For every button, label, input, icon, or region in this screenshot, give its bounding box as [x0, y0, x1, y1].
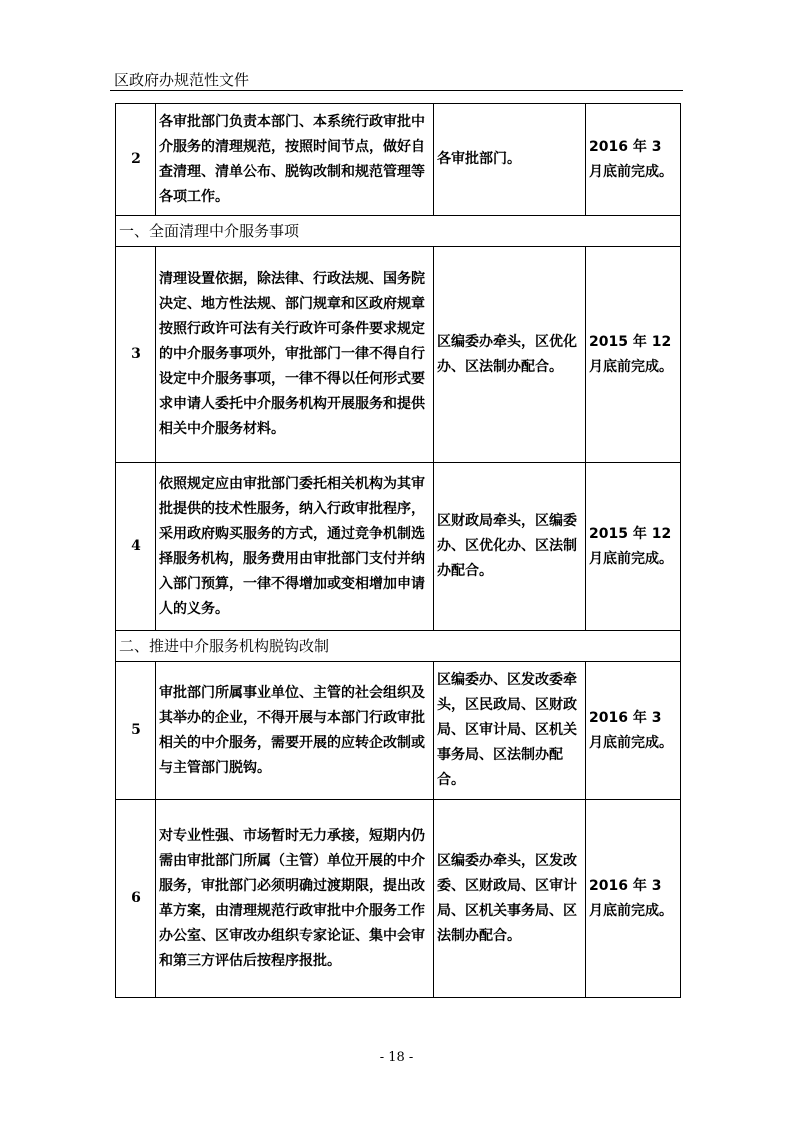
task-description: 依照规定应由审批部门委托相关机构为其审批提供的技术性服务，纳入行政审批程序，采用政府购买服务的方式，通过竞争机制选择服务机构，服务费用由审批部门支付并纳入部门预算，一律不得增加或变相增加申请人的义务。 — [156, 463, 434, 631]
responsible-units: 区编委办牵头，区优化办、区法制办配合。 — [434, 247, 586, 463]
responsible-units: 各审批部门。 — [434, 104, 586, 216]
deadline: 2015 年 12 月底前完成。 — [586, 247, 681, 463]
row-number: 4 — [116, 463, 156, 631]
table-row — [116, 463, 681, 631]
table-row — [116, 662, 681, 800]
table-row — [116, 104, 681, 216]
row-number: 6 — [116, 800, 156, 998]
task-description: 审批部门所属事业单位、主管的社会组织及其举办的企业，不得开展与本部门行政审批相关的中介服务，需要开展的应转企改制或与主管部门脱钩。 — [156, 662, 434, 800]
page-number: - 18 - — [379, 1050, 414, 1065]
responsible-units: 区编委办、区发改委牵头，区民政局、区财政局、区审计局、区机关事务局、区法制办配合。 — [434, 662, 586, 800]
deadline: 2016 年 3 月底前完成。 — [586, 104, 681, 216]
section-title: 一、全面清理中介服务事项 — [116, 216, 681, 247]
task-description: 清理设置依据，除法律、行政法规、国务院决定、地方性法规、部门规章和区政府规章按照行政许可法有关行政许可条件要求规定的中介服务事项外，审批部门一律不得自行设定中介服务事项，一律不得以任何形式要求申请人委托中介服务机构开展服务和提供相关中介服务材料。 — [156, 247, 434, 463]
responsible-units: 区财政局牵头，区编委办、区优化办、区法制办配合。 — [434, 463, 586, 631]
section-row — [116, 631, 681, 662]
deadline: 2016 年 3 月底前完成。 — [586, 800, 681, 998]
task-table — [115, 103, 681, 998]
row-number: 2 — [116, 104, 156, 216]
table-row — [116, 247, 681, 463]
deadline: 2015 年 12 月底前完成。 — [586, 463, 681, 631]
task-description: 各审批部门负责本部门、本系统行政审批中介服务的清理规范，按照时间节点，做好自查清理、清单公布、脱钩改制和规范管理等各项工作。 — [156, 104, 434, 216]
document-header: 区政府办规范性文件 — [114, 71, 250, 89]
section-row — [116, 216, 681, 247]
section-title: 二、推进中介服务机构脱钩改制 — [116, 631, 681, 662]
row-number: 5 — [116, 662, 156, 800]
responsible-units: 区编委办牵头，区发改委、区财政局、区审计局、区机关事务局、区法制办配合。 — [434, 800, 586, 998]
deadline: 2016 年 3 月底前完成。 — [586, 662, 681, 800]
row-number: 3 — [116, 247, 156, 463]
task-description: 对专业性强、市场暂时无力承接，短期内仍需由审批部门所属（主管）单位开展的中介服务，审批部门必须明确过渡期限，提出改革方案，由清理规范行政审批中介服务工作办公室、区审改办组织专家论证、集中会审和第三方评估后按程序报批。 — [156, 800, 434, 998]
header-rule — [110, 90, 683, 91]
table-row — [116, 800, 681, 998]
